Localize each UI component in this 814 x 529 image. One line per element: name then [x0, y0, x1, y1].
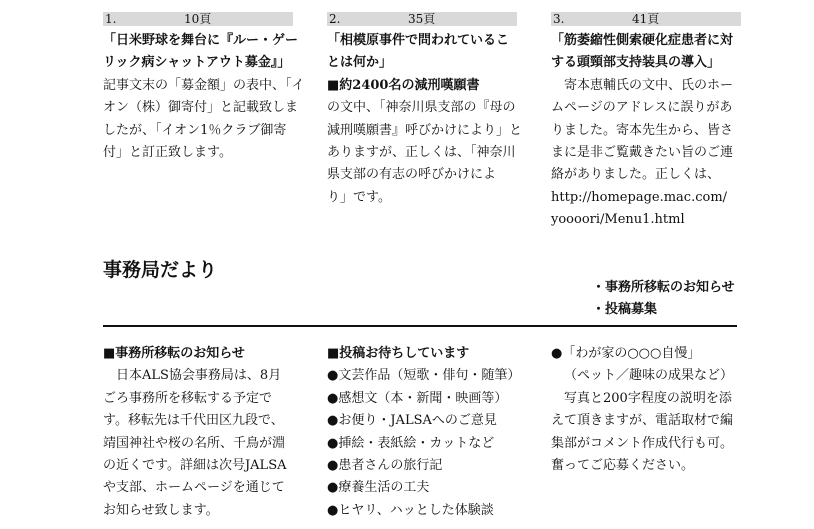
errata-line: オン（株）御寄付」と記載致しま: [103, 100, 299, 116]
notice-list-item: ●療養生活の工夫: [327, 480, 430, 496]
notice-line: （ペット／趣味の成果など）: [564, 368, 734, 384]
notice-heading: ■事務所移転のお知らせ: [103, 346, 245, 361]
errata-column-3: [551, 12, 741, 232]
errata-column-1: [103, 12, 305, 164]
errata-line: 「相模原事件で問われているこ: [327, 33, 510, 48]
errata-number: 2.: [329, 12, 341, 26]
notice-line: 奮ってご応募ください。: [551, 458, 695, 474]
notice-line: 靖国神社や桜の名所、千鳥が淵: [103, 435, 286, 451]
notice-column-2: [327, 343, 522, 522]
notice-line: 写真と200字程度の説明を添: [564, 390, 732, 406]
errata-header-3: [551, 12, 741, 26]
errata-line: したが、「イオン1％クラブ御寄: [103, 122, 287, 138]
notice-list-item: ●お便り・JALSAへのご意見: [327, 413, 497, 429]
errata-url-line: http://homepage.mac.com/: [551, 189, 728, 205]
section-title: 事務局だより: [103, 259, 218, 281]
notice-heading: ■投稿お待ちしています: [327, 346, 470, 361]
errata-line: の文中、「神奈川県支部の『母の: [327, 100, 516, 116]
notice-list-item: ●ヒヤリ、ハッとした体験談: [327, 502, 494, 518]
errata-url-line: yoooori/Menu1.html: [551, 212, 685, 228]
notice-line: や支部、ホームページを通じて: [103, 480, 285, 496]
errata-line: りました。寄本先生から、皆さ: [551, 122, 734, 138]
toc-item: ・事務所移転のお知らせ: [592, 280, 735, 295]
notice-line: お知らせ致します。: [103, 502, 219, 518]
notice-list-item: ●文芸作品（短歌・俳句・随筆）: [327, 368, 521, 384]
errata-column-2: [327, 12, 523, 209]
toc-item: ・投稿募集: [592, 302, 658, 317]
errata-page: 35頁: [408, 12, 436, 26]
notice-line: 集部がコメント作成代行も可。: [551, 435, 734, 451]
errata-page: 41頁: [632, 12, 660, 26]
notice-line: す。移転先は千代田区九段で、: [103, 413, 284, 429]
errata-page: 10頁: [184, 12, 212, 26]
notice-line: の近くです。詳細は次号JALSA: [103, 458, 287, 474]
section-divider: [103, 325, 737, 327]
notice-line: えて頂きますが、電話取材で編: [551, 413, 734, 429]
notice-list-item: ●「わが家の○○○自慢」: [551, 346, 701, 361]
errata-line: リック病シャットアウト募金』」: [103, 55, 291, 71]
errata-header-2: [327, 12, 517, 26]
errata-line: 記事文末の「募金額」の表中、「イ: [103, 77, 305, 93]
errata-line: ありますが、正しくは、「神奈川: [327, 145, 516, 161]
errata-line: する頭頸部支持装具の導入」: [551, 55, 721, 71]
errata-line: ■約2400名の減刑嘆願書: [327, 77, 480, 93]
notice-column-1: [103, 343, 298, 522]
errata-header-1: [103, 12, 293, 26]
errata-number: 1.: [105, 12, 117, 26]
notice-line: ごろ事務所を移転する予定で: [103, 390, 273, 406]
errata-line: 「日米野球を舞台に『ルー・ゲー: [103, 33, 299, 48]
errata-line: 「筋萎縮性側索硬化症患者に対: [551, 33, 734, 48]
errata-line: とは何か」: [327, 55, 393, 71]
notice-line: 日本ALS協会事務局は、8月: [116, 368, 282, 384]
notice-list-item: ●挿絵・表紙絵・カットなど: [327, 435, 495, 451]
errata-line: ムページのアドレスに誤りがあ: [551, 100, 733, 116]
errata-line: 付」と訂正致します。: [103, 145, 232, 161]
notice-list-item: ●感想文（本・新聞・映画等）: [327, 390, 508, 406]
section-toc: [592, 277, 735, 321]
errata-line: 減刑嘆願書』呼びかけにより」と: [327, 122, 523, 138]
errata-line: 絡がありました。正しくは、: [551, 167, 721, 183]
errata-line: 県支部の有志の呼びかけによ: [327, 167, 497, 183]
errata-line: り」です。: [327, 189, 391, 205]
notice-list-item: ●患者さんの旅行記: [327, 458, 443, 474]
errata-line: 寄本恵輔氏の文中、氏のホー: [564, 77, 734, 93]
errata-line: まに是非ご覧戴きたい旨のご連: [551, 145, 734, 161]
notice-column-3: [551, 343, 746, 477]
errata-number: 3.: [553, 12, 565, 26]
